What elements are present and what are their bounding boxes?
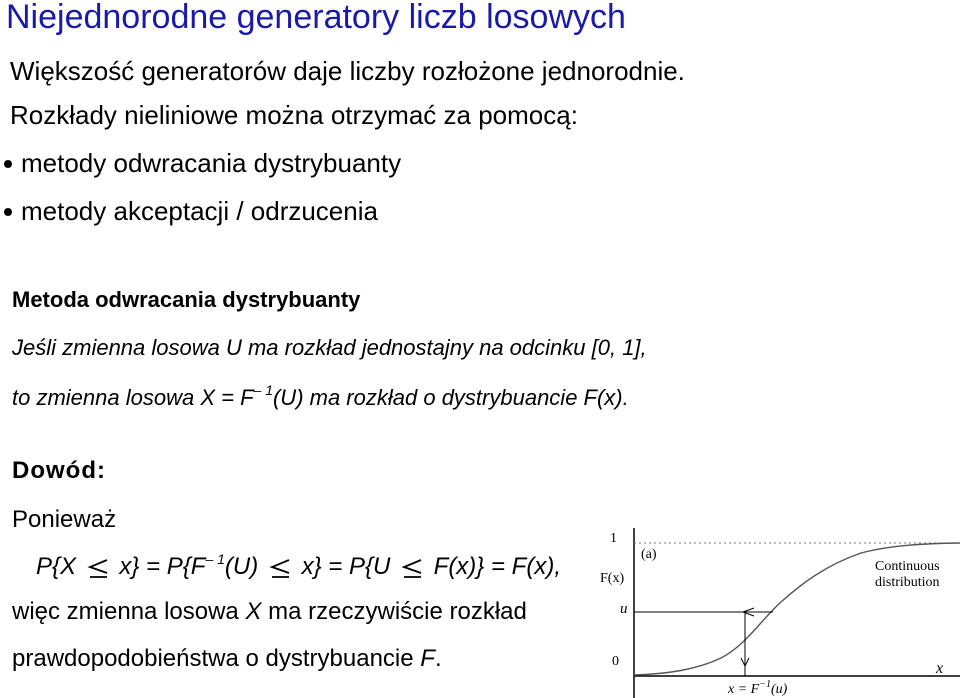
slide-title: Niejednorodne generatory liczb losowych [6,0,626,36]
arrow-head-icon [741,658,745,666]
less-equal-icon [269,557,291,579]
graph-legend-line-1: Continuous [875,559,940,574]
y-label-u: u [620,601,628,617]
bullet-dot-icon [4,160,12,168]
bullet-text: metody akceptacji / odrzucenia [21,196,378,226]
proof-conclusion-2: prawdopodobieństwa o dystrybuancie F. [12,645,442,672]
proof-conclusion-1: więc zmienna losowa X ma rzeczywiście rozkład [12,598,527,625]
less-equal-icon [87,557,109,579]
graph-legend-line-2: distribution [875,575,940,590]
less-equal-icon [401,557,423,579]
proof-equation: P{X $x\} = P\{F^{- 1}(U) x\} = P\{U$ F(x)} = F(x), [36,551,561,580]
proof-intro: Ponieważ [12,506,117,533]
bullet-item [4,196,378,227]
y-label-zero: 0 [612,654,619,669]
intro-line-1: Większość generatorów daje liczby rozłożone jednorodnie. [10,56,685,86]
arrow-head-icon [743,608,754,612]
method-statement-1: Jeśli zmienna losowa U ma rozkład jednostajny na odcinku [0, 1], [12,335,647,360]
x-axis-label: x [936,660,944,677]
y-label-fx: F(x) [600,571,625,586]
bullet-dot-icon [4,208,12,216]
proof-heading: Dowód: [12,457,106,484]
intro-line-2: Rozkłady nieliniowe można otrzymać za pomocą: [10,100,578,130]
inverse-point-label: $x = F^{-1}(u)$ [728,679,788,697]
method-heading: Metoda odwracania dystrybuanty [12,287,361,312]
method-statement-2: to zmienna losowa $X = F^{- 1}(U)$ ma rozkład o dystrybuancie F(x). [12,382,629,410]
arrow-head-icon [745,658,749,666]
graph-panel-label: (a) [641,547,657,562]
y-label-one: 1 [610,531,617,546]
cdf-inverse-graph [596,520,960,698]
bullet-item [4,148,401,179]
bullet-text: metody odwracania dystrybuanty [21,148,402,178]
